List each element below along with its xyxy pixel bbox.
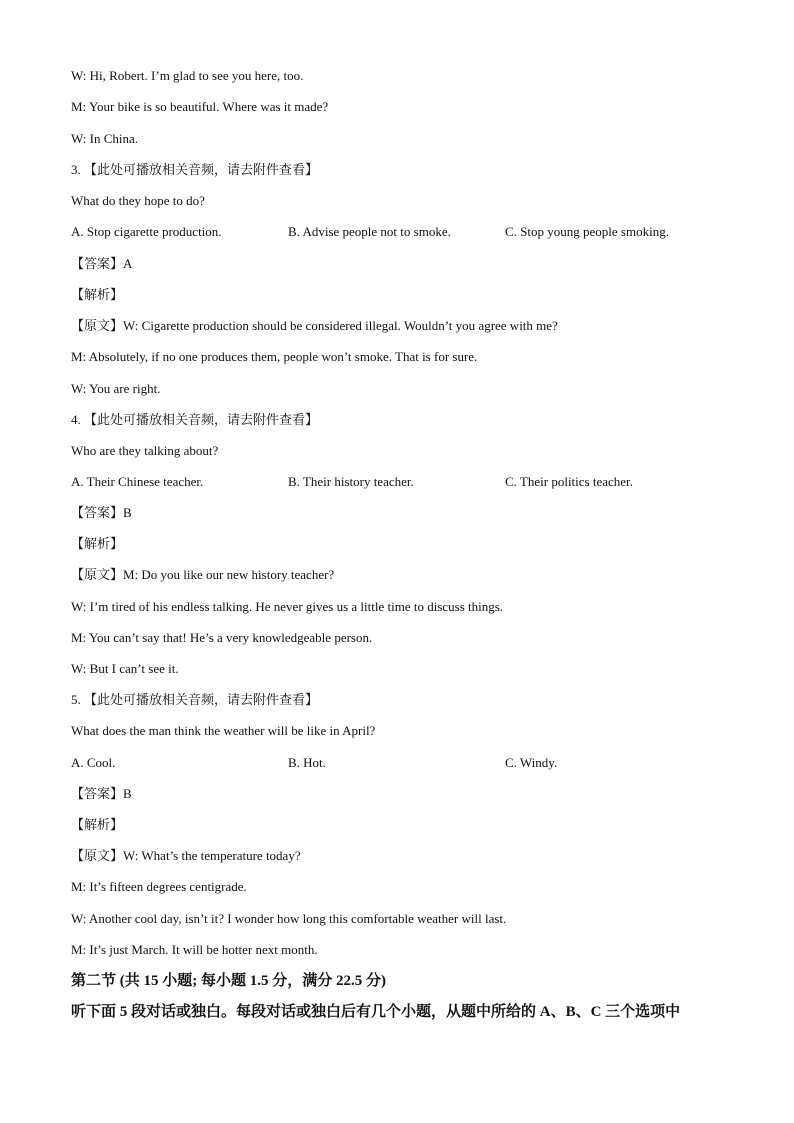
dialogue-line: W: Hi, Robert. I’m glad to see you here, too. xyxy=(71,68,304,83)
transcript-line: W: But I can’t see it. xyxy=(71,661,179,676)
option-b: B. Advise people not to smoke. xyxy=(288,224,451,239)
question-4-options xyxy=(71,474,751,490)
analysis-label: 【解析】 xyxy=(71,817,124,832)
answer-label: 【答案】B xyxy=(71,786,132,801)
option-c: C. Stop young people smoking. xyxy=(505,224,669,239)
answer-label: 【答案】A xyxy=(71,256,133,271)
section-title: 第二节 (共 15 小题; 每小题 1.5 分，满分 22.5 分) xyxy=(71,973,386,989)
option-c: C. Windy. xyxy=(505,755,558,770)
transcript-line: 【原文】W: What’s the temperature today? xyxy=(71,848,301,863)
transcript-line: W: Another cool day, isn’t it? I wonder how long this comfortable weather will last. xyxy=(71,911,507,926)
dialogue-line: W: In China. xyxy=(71,131,139,146)
transcript-line: 【原文】M: Do you like our new history teacher? xyxy=(71,567,335,582)
transcript-line: M: It’s fifteen degrees centigrade. xyxy=(71,879,247,894)
option-a: A. Cool. xyxy=(71,755,116,770)
question-3-text: What do they hope to do? xyxy=(71,193,205,208)
transcript-line: M: Absolutely, if no one produces them, people won’t smoke. That is for sure. xyxy=(71,349,478,364)
transcript-line: M: You can’t say that! He’s a very knowledgeable person. xyxy=(71,630,373,645)
question-5-number: 5. 【此处可播放相关音频，请去附件查看】 xyxy=(71,692,319,707)
option-b: B. Hot. xyxy=(288,755,326,770)
question-5-options xyxy=(71,755,751,771)
question-4-number: 4. 【此处可播放相关音频，请去附件查看】 xyxy=(71,412,319,427)
option-a: A. Their Chinese teacher. xyxy=(71,474,204,489)
question-3-options xyxy=(71,224,751,240)
option-a: A. Stop cigarette production. xyxy=(71,224,222,239)
analysis-label: 【解析】 xyxy=(71,287,124,302)
analysis-label: 【解析】 xyxy=(71,536,124,551)
transcript-line: W: I’m tired of his endless talking. He never gives us a little time to discuss things. xyxy=(71,599,504,614)
option-c: C. Their politics teacher. xyxy=(505,474,633,489)
transcript-line: M: It’s just March. It will be hotter next month. xyxy=(71,942,318,957)
question-4-text: Who are they talking about? xyxy=(71,443,219,458)
answer-label: 【答案】B xyxy=(71,505,132,520)
question-5-text: What does the man think the weather will be like in April? xyxy=(71,723,376,738)
option-b: B. Their history teacher. xyxy=(288,474,414,489)
section-instructions: 听下面 5 段对话或独白。每段对话或独白后有几个小题，从题中所给的 A、B、C 三个选项中 xyxy=(71,1004,681,1020)
dialogue-line: M: Your bike is so beautiful. Where was it made? xyxy=(71,99,329,114)
transcript-line: 【原文】W: Cigarette production should be considered illegal. Wouldn’t you agree with me? xyxy=(71,318,558,333)
transcript-line: W: You are right. xyxy=(71,381,161,396)
question-3-number: 3. 【此处可播放相关音频，请去附件查看】 xyxy=(71,162,319,177)
